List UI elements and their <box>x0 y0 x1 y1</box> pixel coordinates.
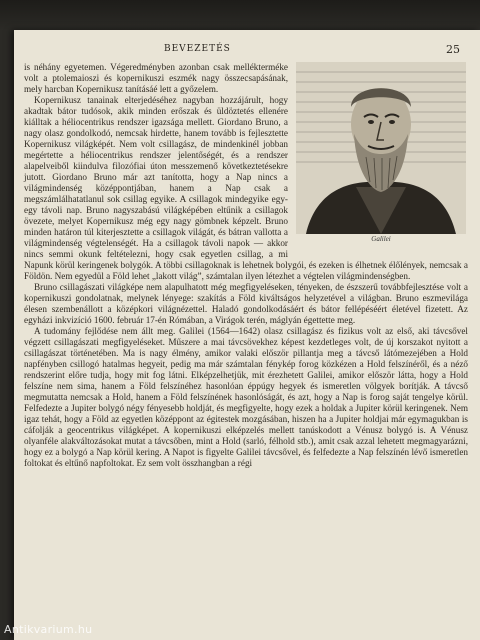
watermark: Antikvarium.hu <box>4 623 93 636</box>
running-title: BEVEZETÉS <box>164 44 231 54</box>
paragraph-4: A tudomány fejlődése nem állt meg. Galilei (1564—1642) olasz csillagász és fizikus volt az első, aki távcsővel végzett csillagászati megfigyeléseket. Műszere a mai távcsövekhez képest kezdetleges volt, de új korszakot nyitott a csillagászat történetében. Ma is nagy élmény, amikor valaki először pillantja meg a távcső látómezejében a Hold napfényben csillogó hatalmas hegyeit, pedig ma már számtalan fénykép forog közkézen a Hold felszínéről, és a néző rendszerint előre tudja, hogy mit fog látni. Elképzelhetjük, mit érezhetett Galilei, amikor először látta, hogy a Hold felszíne nem sima, hanem a Föld felszínéhez hasonlóan éppúgy hegyek és ismeretlen völgyek borítják. A távcső megmutatta nemcsak a Hold, hanem a Föld felszínének hasonlóságát, és azt, hogy a Nap is forog saját tengelye körül. Felfedezte a Jupiter bolygó négy fényesebb holdját, és megfigyelte, hogy ezek a holdak a Jupiter körül keringenek. Nem igaz tehát, hogy a Föld az egyetlen középpont az égitestek mozgásában, hiszen ha a Jupiter holdjai már egymagukban is cáfolják a geocentrikus világképet. A kopernikuszi elképzelés mellett tanúskodott a Vénusz bolygó is. A Vénusz olyanféle alakváltozásokat mutat a távcsőben, mint a Hold (sarló, félhold stb.), amit csak azzal lehetett megmagyarázni, hogy ez a bolygó a Nap körül kering. A Napot is figyelte Galilei távcsővel, és felfedezte a Nap felszínén lévő ismeretlen foltokat és eltűnő napfoltokat. Ez sem volt összhangban a régi <box>24 326 468 468</box>
galilei-portrait-figure <box>296 62 466 247</box>
running-header <box>24 44 464 58</box>
photo-background-top <box>0 0 480 30</box>
page-number: 25 <box>446 43 460 56</box>
figure-caption: Galilei <box>371 235 391 243</box>
galilei-portrait-engraving <box>296 62 466 234</box>
paragraph-1: is néhány egyetemen. Végeredményben azonban csak mellékterméke volt a ptolemaioszi és kopernikuszi eszmék nagy összecsapásának, mely harcban Kopernikusz tanításáé lett a győzelem. <box>24 62 288 94</box>
paragraph-3: Bruno csillagászati világképe nem alapulhatott még megfigyeléseken, tényeken, de észszerű továbbfejlesztése volt a kopernikuszi gondolatnak, melynek lényege: szakítás a Föld kiváltságos helyzetével a világban. Bruno eszmevilága élesen szembenállott a középkori világnézettel. Haladó gondolkodásáért és bátor fellépéséért életével fizetett. Az egyházi inkvizíció 1600. február 17-én Rómában, a Virágok terén, máglyán égettette meg. <box>24 282 468 325</box>
paragraph-2: Kopernikusz tanainak elterjedéséhez nagyban hozzájárult, hogy akadtak bátor tudósok, akik minden erőszak és üldöztetés ellenére kiálltak a héliocentrikus rendszer igazsága mellett. Giordano Bruno, a nagy olasz gondolkodó, nemcsak hirdette, hanem tovább is fejlesztette Kopernikusz világképét. Nem volt csillagász, de mindenkinél jobban megértette a héliocentrikus rendszer jelentőségét, és a rendszer alapelveiből kiindulva filozófiai úton messzemenő következtetésekre jutott. Giordano Bruno már azt tanította, hogy a Nap nincs a világmindenség középpontjában, hanem a Nap csak a megszámlálhatatlanul sok csillag egyike. A csillagok mindegyike egy-egy távoli nap. Bruno nagyszabású világképében eltűnik a csillagok övezete, melyet Kopernikusz még egy nagy gömbnek képzelt. Bruno minden határon túl kiterjesztette a csillagok világát, és bátran vallotta a világmindenség végtelenségét. Ha a csillagok távoli napok — akkor nincs semmi okunk feltételezni, hogy csak egyetlen csillag, a mi Napunk körül keringenek bolygók. A többi csillagoknak is lehetnek bolygói, és ezeken is élhetnek élőlények, nemcsak a Földön. Nem egyedül a Föld lehet „lakott világ”, számtalan ilyen létezhet a végtelen világmindenségben. <box>24 95 468 281</box>
page-body <box>24 62 468 622</box>
